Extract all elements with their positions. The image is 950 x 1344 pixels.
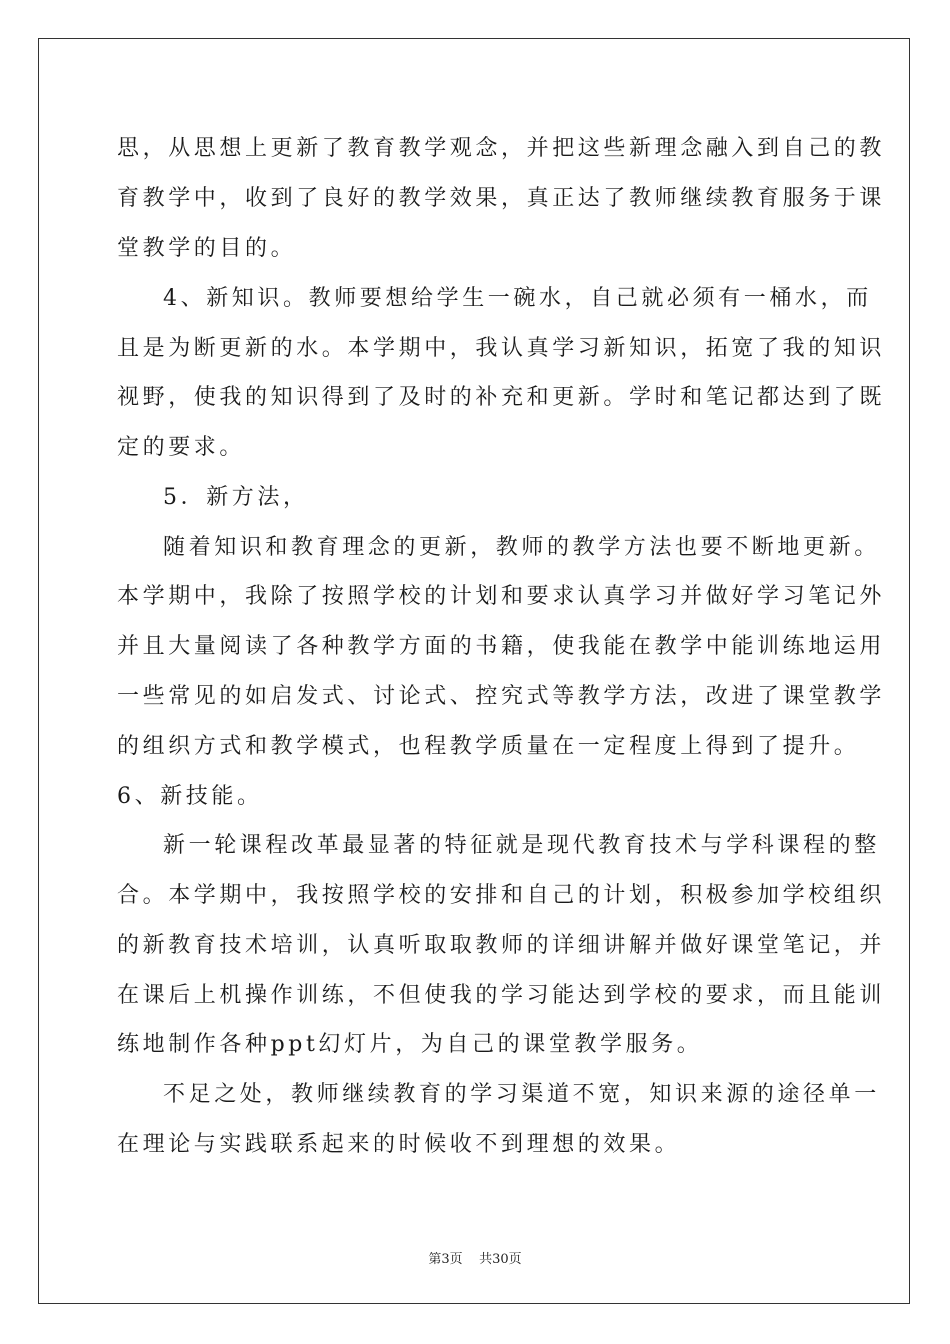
text-line: 在课后上机操作训练，不但使我的学习能达到学校的要求，而且能训 — [117, 983, 886, 1008]
text-line: 不足之处，教师继续教育的学习渠道不宽，知识来源的途径单一 — [163, 1082, 880, 1107]
text-line: 育教学中，收到了良好的教学效果，真正达了教师继续教育服务于课 — [117, 186, 886, 211]
text-line: 思，从思想上更新了教育教学观念，并把这些新理念融入到自己的教 — [117, 136, 886, 161]
text-line: 5．新方法， — [163, 485, 309, 510]
text-line: 并且大量阅读了各种教学方面的书籍，使我能在教学中能训练地运用 — [117, 634, 886, 659]
text-line: 一些常见的如启发式、讨论式、控究式等教学方法，改进了课堂教学 — [117, 684, 886, 709]
text-line: 的新教育技术培训，认真听取取教师的详细讲解并做好课堂笔记，并 — [117, 933, 886, 958]
text-line: 新一轮课程改革最显著的特征就是现代教育技术与学科课程的整 — [163, 833, 880, 858]
text-line: 的组织方式和教学模式，也程教学质量在一定程度上得到了提升。 — [117, 734, 860, 759]
text-line: 且是为断更新的水。本学期中，我认真学习新知识，拓宽了我的知识 — [117, 336, 886, 361]
text-line: 练地制作各种ppt幻灯片，为自己的课堂教学服务。 — [117, 1032, 703, 1057]
text-line: 在理论与实践联系起来的时候收不到理想的效果。 — [117, 1132, 681, 1157]
page-border — [38, 38, 910, 1304]
text-line: 本学期中，我除了按照学校的计划和要求认真学习并做好学习笔记外 — [117, 584, 886, 609]
text-line: 4、新知识。教师要想给学生一碗水，自己就必须有一桶水，而 — [163, 286, 872, 311]
page-number-footer: 第3页 共30页 — [428, 1252, 522, 1267]
text-line: 随着知识和教育理念的更新，教师的教学方法也要不断地更新。 — [163, 535, 880, 560]
text-line: 堂教学的目的。 — [117, 236, 297, 261]
text-line: 视野，使我的知识得到了及时的补充和更新。学时和笔记都达到了既 — [117, 385, 886, 410]
text-line: 合。本学期中，我按照学校的安排和自己的计划，积极参加学校组织 — [117, 883, 886, 908]
text-line: 定的要求。 — [117, 435, 246, 460]
text-line: 6、新技能。 — [117, 784, 263, 809]
